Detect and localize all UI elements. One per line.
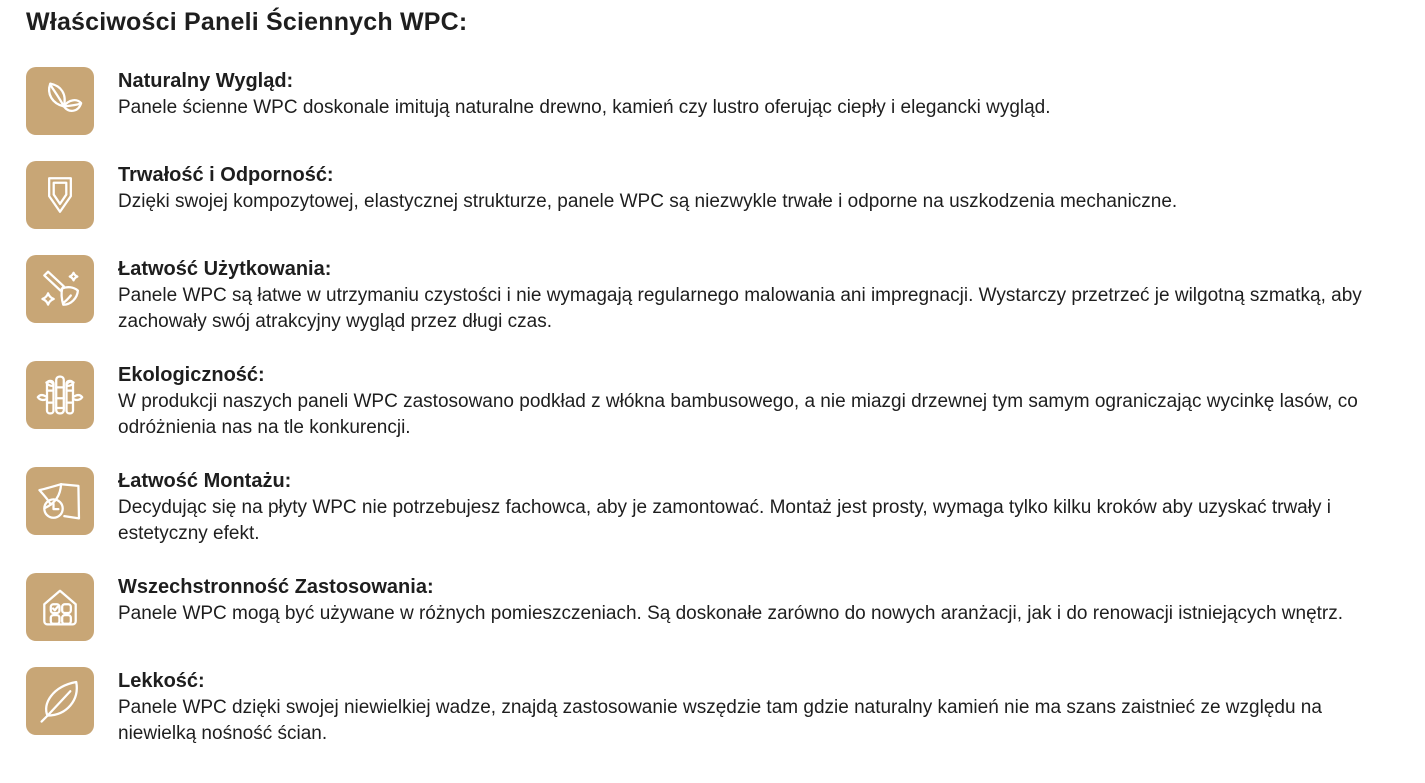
feature-body: Panele ścienne WPC doskonale imitują naturalne drewno, kamień czy lustro oferując ciepły i elegancki wygląd.	[118, 97, 1051, 118]
feature-body: W produkcji naszych paneli WPC zastosowano podkład z włókna bambusowego, a nie miazgi drzewnej tym samym ograniczając wycinkę lasów, co odróżnienia nas na tle konkurencji.	[118, 391, 1358, 438]
feature-heading: Ekologiczność:	[118, 364, 265, 386]
feature-heading: Naturalny Wygląd:	[118, 70, 294, 92]
feather-leaf-icon	[26, 667, 94, 735]
feature-heading: Trwałość i Odporność:	[118, 164, 334, 186]
feature-lightweight	[26, 667, 1397, 747]
house-grid-check-icon	[26, 573, 94, 641]
feature-heading: Łatwość Montażu:	[118, 470, 292, 492]
page-title: Właściwości Paneli Ściennych WPC:	[26, 8, 468, 36]
feature-heading: Łatwość Użytkowania:	[118, 258, 332, 280]
feature-easy-installation	[26, 467, 1397, 547]
feature-body: Panele WPC są łatwe w utrzymaniu czystości i nie wymagają regularnego malowania ani impregnacji. Wystarczy przetrzeć je wilgotną szmatką, aby zachowały swój atrakcyjny wygląd przez długi czas.	[118, 285, 1362, 332]
shield-icon	[26, 161, 94, 229]
feature-heading: Lekkość:	[118, 670, 205, 692]
feature-body: Dzięki swojej kompozytowej, elastycznej strukturze, panele WPC są niezwykle trwałe i odporne na uszkodzenia mechaniczne.	[118, 191, 1178, 212]
feature-natural-look	[26, 67, 1397, 135]
feature-body: Panele WPC dzięki swojej niewielkiej wadze, znajdą zastosowanie wszędzie tam gdzie naturalny kamień nie ma szans zaistnieć ze względu na niewielką nośność ścian.	[118, 697, 1322, 744]
feature-ease-of-use	[26, 255, 1397, 335]
panel-clock-icon	[26, 467, 94, 535]
bamboo-icon	[26, 361, 94, 429]
feature-heading: Wszechstronność Zastosowania:	[118, 576, 434, 598]
feature-body: Panele WPC mogą być używane w różnych pomieszczeniach. Są doskonałe zarówno do nowych aranżacji, jak i do renowacji istniejących wnętrz.	[118, 603, 1344, 624]
feature-ecology	[26, 361, 1397, 441]
cleaning-brush-sparkles-icon	[26, 255, 94, 323]
feature-durability	[26, 161, 1397, 229]
feature-versatility	[26, 573, 1397, 641]
leaves-icon	[26, 67, 94, 135]
feature-body: Decydując się na płyty WPC nie potrzebujesz fachowca, aby je zamontować. Montaż jest prosty, wymaga tylko kilku kroków aby uzyskać trwały i estetyczny efekt.	[118, 497, 1331, 544]
